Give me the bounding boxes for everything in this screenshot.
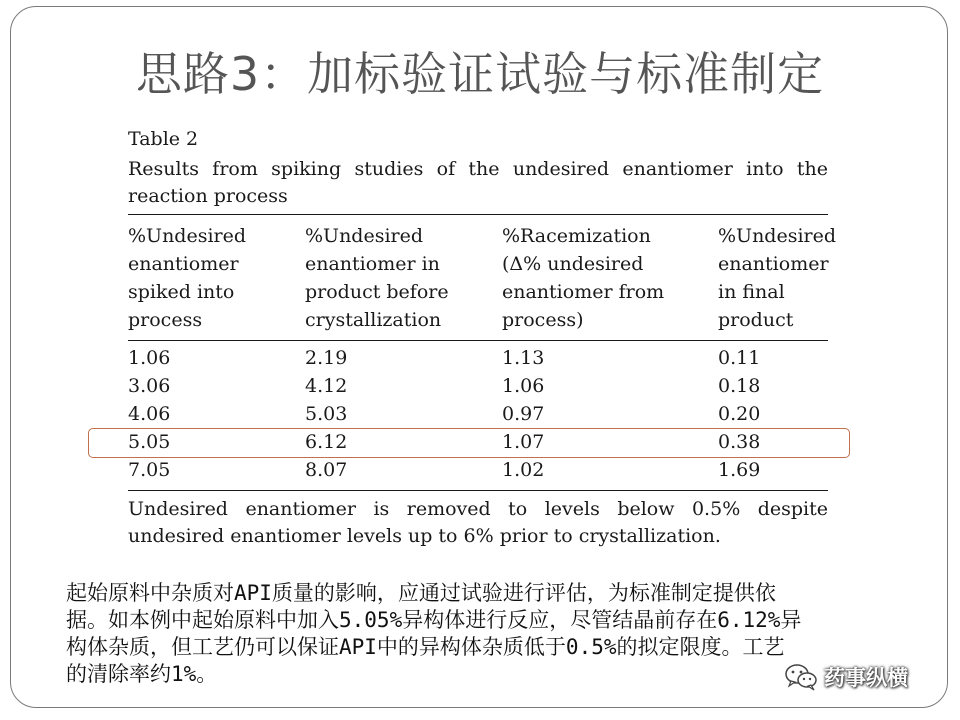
table-footnote: Undesired enantiomer is removed to levels below 0.5% despite undesired enantiomer levels up to 6% prior to crystallization.	[128, 498, 828, 547]
commentary-line: 的清除率约1%。	[66, 662, 218, 686]
table-cell: 2.19	[305, 347, 348, 369]
column-header-line: crystallization	[305, 309, 442, 331]
column-header-racemization	[502, 222, 664, 334]
column-header-line: product	[718, 309, 794, 331]
column-header-line: process	[128, 309, 203, 331]
table-cell: 5.05	[128, 431, 171, 453]
table-cell: 5.03	[305, 403, 348, 425]
commentary-line: 据。如本例中起始原料中加入5.05%异构体进行反应，尽管结晶前存在6.12%异	[66, 608, 802, 632]
column-header-spiked	[128, 222, 246, 334]
table-cell: 8.07	[305, 459, 348, 481]
column-header-line: enantiomer in	[305, 253, 440, 275]
table-row	[112, 400, 842, 428]
table-cell: 4.06	[128, 403, 171, 425]
table-cell: 1.69	[718, 459, 761, 481]
table-caption: Results from spiking studies of the undesired enantiomer into the reaction process	[128, 158, 828, 207]
column-header-before-crystallization	[305, 222, 449, 334]
table-cell: 0.20	[718, 403, 761, 425]
table-cell: 6.12	[305, 431, 348, 453]
table-cell: 4.12	[305, 375, 348, 397]
table-cell: 1.02	[502, 459, 545, 481]
table-cell: 0.38	[718, 431, 761, 453]
table-row	[112, 344, 842, 372]
commentary-text	[66, 580, 896, 688]
watermark-text: 药事纵横	[824, 666, 908, 690]
column-header-line: (Δ% undesired	[502, 253, 644, 275]
table-cell: 1.07	[502, 431, 545, 453]
column-header-line: enantiomer from	[502, 281, 665, 303]
column-header-line: process)	[502, 309, 584, 331]
highlight-row-box	[88, 428, 850, 458]
table-label: Table 2	[128, 128, 199, 150]
column-header-line: enantiomer	[128, 253, 239, 275]
column-header-line: %Undesired	[718, 225, 837, 247]
column-header-line: in final	[718, 281, 785, 303]
column-header-line: %Undesired	[128, 225, 247, 247]
column-header-line: %Undesired	[305, 225, 424, 247]
table-top-rule	[128, 214, 828, 215]
commentary-line: 起始原料中杂质对API质量的影响，应通过试验进行评估，为标准制定提供依	[66, 581, 776, 605]
slide-title: 思路3：加标验证试验与标准制定	[135, 47, 825, 101]
table-cell: 1.06	[128, 347, 171, 369]
wechat-icon	[784, 663, 818, 691]
commentary-line: 构体杂质，但工艺仍可以保证API中的异构体杂质低于0.5%的拟定限度。工艺	[66, 635, 785, 659]
table-cell: 0.18	[718, 375, 761, 397]
table-cell: 3.06	[128, 375, 171, 397]
table-cell: 1.13	[502, 347, 545, 369]
table-bottom-rule	[128, 490, 828, 491]
column-header-line: product before	[305, 281, 449, 303]
table-cell: 0.11	[718, 347, 761, 369]
table-figure	[112, 118, 842, 564]
watermark	[784, 660, 908, 694]
column-header-final-product	[718, 222, 836, 334]
table-row	[112, 372, 842, 400]
column-header-line: spiked into	[128, 281, 235, 303]
table-header-rule	[128, 340, 828, 341]
table-row	[112, 456, 842, 484]
column-header-line: %Racemization	[502, 225, 651, 247]
table-cell: 0.97	[502, 403, 545, 425]
table-cell: 7.05	[128, 459, 171, 481]
column-header-line: enantiomer	[718, 253, 829, 275]
table-cell: 1.06	[502, 375, 545, 397]
